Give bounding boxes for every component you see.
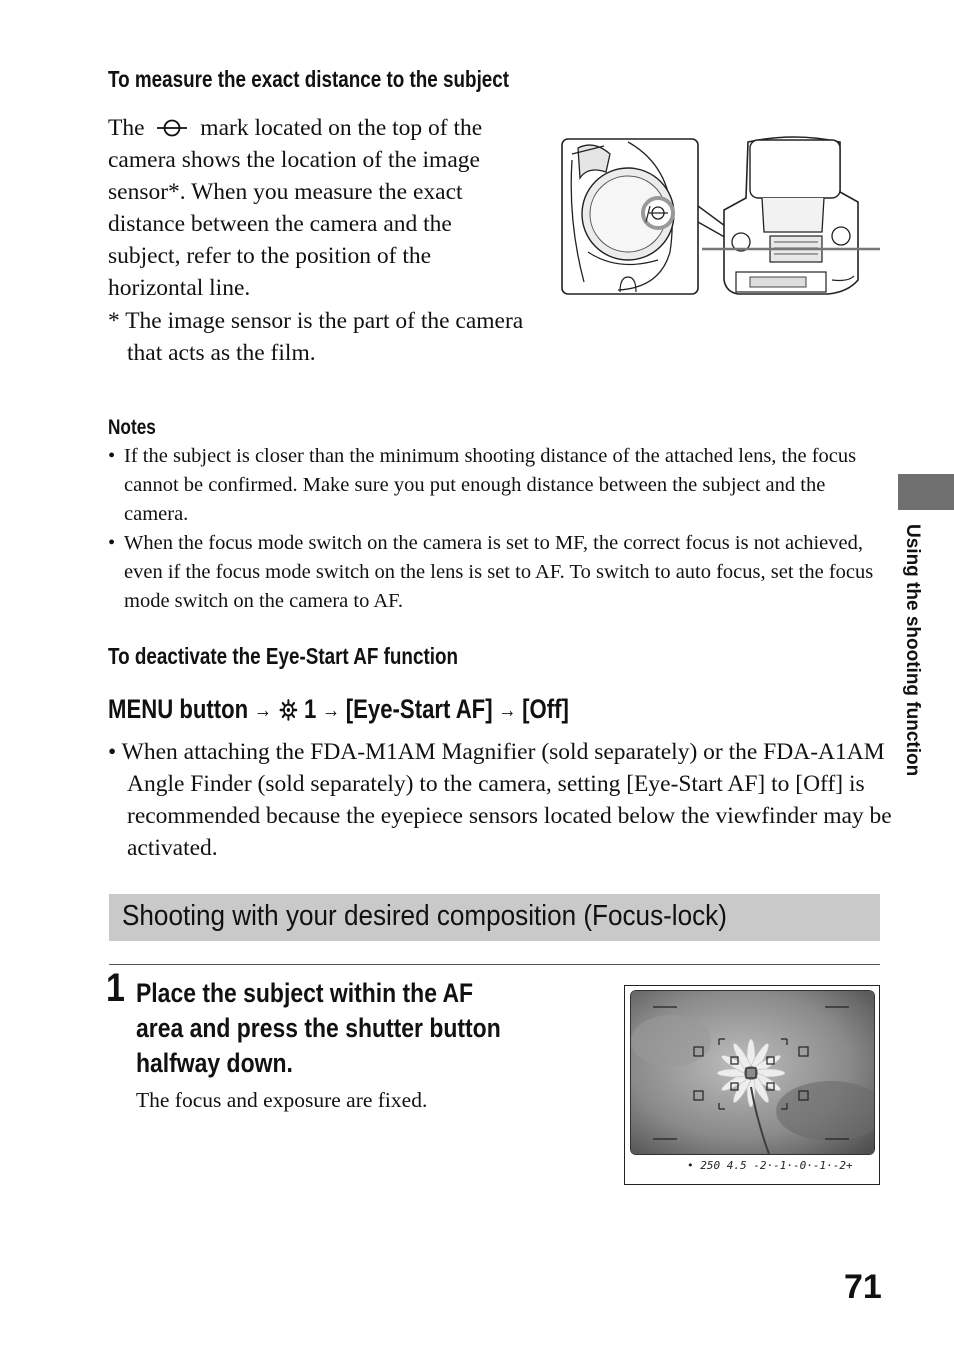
heading-measure-distance: To measure the exact distance to the subject (108, 66, 510, 92)
image-sensor-mark-icon (150, 118, 194, 138)
step-description: The focus and exposure are fixed. (136, 1088, 428, 1112)
section-divider (109, 964, 880, 965)
arrow-icon: → (253, 696, 272, 722)
menu-path (108, 694, 569, 725)
gear-icon (279, 699, 297, 721)
camera-top-illustration (558, 132, 882, 300)
step-number: 1 (106, 966, 125, 1010)
menu-path-off: [Off] (522, 694, 569, 724)
viewfinder-photo (630, 990, 875, 1155)
measure-text-before: The (108, 115, 145, 141)
chapter-side-label: Using the shooting function (902, 524, 923, 777)
menu-path-eye-start-af: [Eye-Start AF] (345, 694, 493, 724)
menu-path-menu-button: MENU button (108, 694, 249, 724)
section-title: Shooting with your desired composition (Focus-lock) (122, 900, 727, 932)
eye-start-bullet: • When attaching the FDA-M1AM Magnifier (sold separately) or the FDA-A1AM Angle Finder (sold separately) to the camera, setting [Eye-Start AF] to [Off] is recommended because the eyepiece sensors located below the viewfinder may be activated. (108, 739, 892, 861)
step-title-line: halfway down. (136, 1048, 293, 1078)
step-title-line: Place the subject within the AF (136, 978, 474, 1008)
viewfinder-readout: • 250 4.5 -2·-1·-0·-1·-2+ (687, 1159, 853, 1172)
chapter-tab (898, 474, 954, 510)
image-sensor-footnote: * The image sensor is the part of the camera that acts as the film. (108, 308, 524, 366)
notes-heading: Notes (108, 416, 156, 439)
menu-path-page: 1 (303, 694, 317, 724)
measure-paragraph (108, 112, 528, 304)
viewfinder-illustration (624, 985, 880, 1185)
note-item: • When the focus mode switch on the camera is set to MF, the correct focus is not achieved, even if the focus mode switch on the lens is set to AF. To switch to auto focus, set the focus mode switch on the camera to AF. (108, 529, 878, 616)
step-title-line: area and press the shutter button (136, 1013, 501, 1043)
notes-list (108, 442, 878, 616)
arrow-icon: → (322, 696, 341, 722)
note-item: • If the subject is closer than the minimum shooting distance of the attached lens, the focus cannot be confirmed. Make sure you put enough distance between the subject and the camera. (108, 442, 878, 529)
arrow-icon: → (498, 696, 517, 722)
page-number: 71 (844, 1268, 882, 1306)
section-header (109, 894, 880, 941)
measure-text-after: mark located on the top of the camera shows the location of the image sensor*. When you measure the exact distance between the camera and the subject, refer to the position of the horizontal line. (108, 115, 483, 301)
heading-deactivate-eye-start: To deactivate the Eye-Start AF function (108, 643, 459, 669)
step-title (136, 976, 536, 1081)
